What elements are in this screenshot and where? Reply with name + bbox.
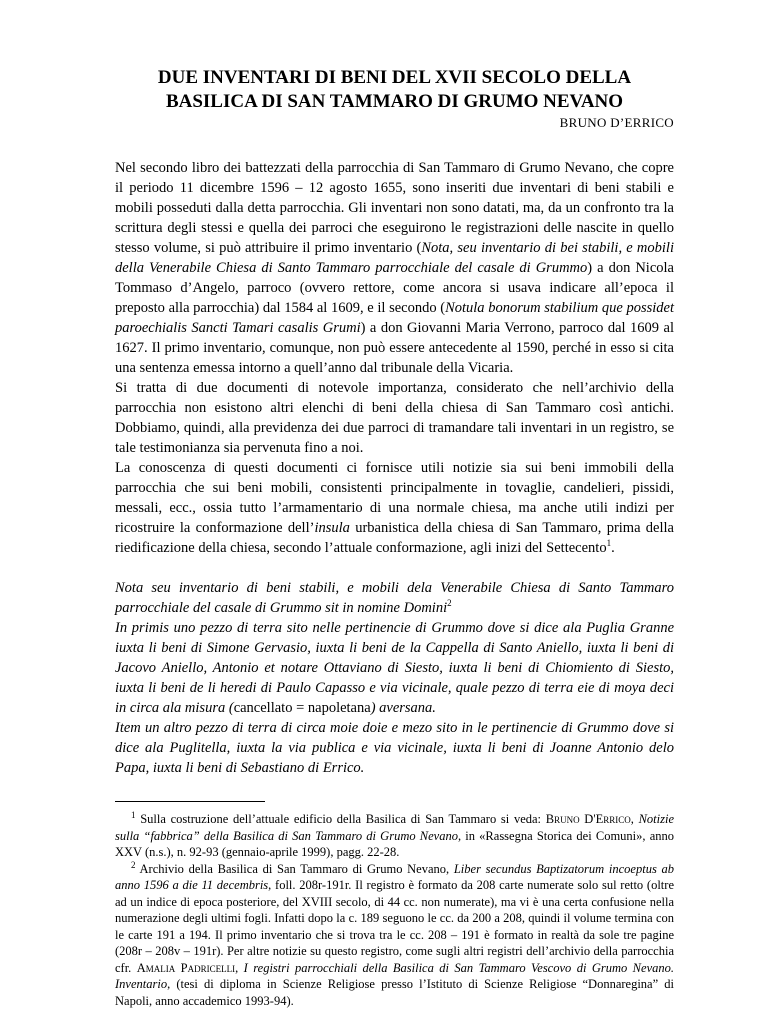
footnote-2-title: Liber secundus Baptizatorum incoeptus ab anno 1596 a die 11 decembris — [115, 862, 674, 893]
paragraph-1-title-a: Nota, seu inventario di bei stabili, e mobili della Venerabile Chiesa di Santo Tammaro parrocchiale del casale di Grummo — [115, 240, 674, 276]
paragraph-3-text-c: . — [611, 540, 615, 556]
paragraph-3-text-b: urbanistica della chiesa di San Tammaro, prima della riedificazione della chiesa, secondo l’attuale conformazione, agli inizi del Settecento — [115, 520, 674, 556]
inventory-item-2: Item un altro pezzo di terra di circa moie doie e mezo sito in le pertinencie di Grummo dove si dice ala Puglitella, iuxta la via publica e via vicinale, iuxta li beni di Joanne Antonio delo Papa, iuxta li beni di Sebastiano di Errico. — [115, 718, 674, 778]
paragraph-3-text-a: La conoscenza di questi documenti ci fornisce utili notizie sia sui beni immobili della parrocchia che sui beni mobili, consistenti principalmente in tovaglie, candelieri, pissidi, messali, ecc., ossia tutto l’armamentario di una normale chiesa, ma anche utili indizi per ricostruire la conformazione dell’ — [115, 460, 674, 536]
document-title — [115, 66, 674, 114]
footnote-1-title: Notizie sulla “fabbrica” della Basilica di San Tammaro di Grumo Nevano — [115, 812, 674, 843]
inventory-item-1-text-a: In primis uno pezzo di terra sito nelle pertinencie di Grummo dove si dice ala Puglia Granne iuxta li beni di Simone Gervasio, iuxta li beni de la Cappella di Santo Aniello, iuxta li beni di Jacovo Aniello, Antonio et notare Ottaviano di Siesto, iuxta li beni di Chiomiento di Siesto, iuxta li beni de li heredi di Paulo Capasso e via vicinale, quale pezzo di terra eie di moya deci in circa ala misura ( — [115, 620, 674, 716]
title-line-2: BASILICA DI SAN TAMMARO DI GRUMO NEVANO — [166, 91, 623, 112]
footnote-2-title-2: I registri parrocchiali della Basilica di San Tammaro Vescovo di Grumo Nevano. Inventario — [115, 961, 674, 992]
paragraph-1 — [115, 158, 674, 378]
paragraph-gap — [115, 558, 674, 578]
inventory-item-1 — [115, 618, 674, 718]
footnote-1-text-c: , in «Rassegna Storica dei Comuni», anno XXV (n.s.), n. 92-93 (gennaio-aprile 1999), pagg. 22-28. — [115, 829, 674, 860]
paragraph-1-title-b: Notula bonorum stabilium que possidet paroechialis Sancti Tamari casalis Grumi — [115, 300, 674, 336]
footnote-2-text-d: , (tesi di diploma in Scienze Religiose presso l’Istituto di Scienze Religiose “Donnaregina” di Napoli, anno accademico 1993-94). — [115, 977, 674, 1008]
inventory-heading-text: Nota seu inventario di beni stabili, e mobili dela Venerabile Chiesa di Santo Tammaro parrocchiale del casale di Grummo sit in nomine Domini — [115, 580, 674, 616]
footnote-2-text-b: , foll. 208r-191r. Il registro è formato da 208 carte numerate solo sul retto (oltre ad un indice di epoca posteriore, del XVIII secolo, di 44 cc. non numerate), ma vi è una certa confusione nella numerazione degli ultimi fogli. Infatti dopo la c. 189 seguono le cc. da 200 a 208, quindi il volume termina con le carte 191 a 194. Il primo inventario che si trova tra le cc. 208 – 191 è formato in realtà da sole tre pagine (208r – 208v – 191r). Per altre notizie su questo registro, come sugli altri registri dell’archivio della parrocchia cfr. — [115, 878, 674, 975]
footnote-separator — [115, 801, 265, 802]
footnote-2-text-a: Archivio della Basilica di San Tammaro di Grumo Nevano, — [136, 862, 454, 876]
paragraph-1-text-b: ) a don Nicola Tommaso d’Angelo, parroco (ovvero rettore, come ancora si usava indicare all’epoca il preposto alla parrocchia) dal 1584 al 1609, e il secondo ( — [115, 260, 674, 316]
footnotes — [115, 811, 674, 1009]
inventory-item-1-text-b: ) aversana. — [371, 700, 436, 716]
title-line-1: DUE INVENTARI DI BENI DEL XVII SECOLO DELLA — [158, 67, 631, 88]
footnote-2 — [115, 861, 674, 1009]
footnote-1 — [115, 811, 674, 861]
paragraph-2: Si tratta di due documenti di notevole importanza, considerato che nell’archivio della parrocchia non esistono altri elenchi di beni della chiesa di San Tammaro così antichi. Dobbiamo, quindi, alla previdenza dei due parroci di tramandare tali inventari in un registro, se tale testimonianza sia pervenuta fino a noi. — [115, 378, 674, 458]
footnote-1-number: 1 — [131, 810, 136, 820]
footnote-2-author: Amalia Padricelli — [137, 961, 235, 975]
footnote-ref-1[interactable]: 1 — [607, 538, 612, 548]
paragraph-3 — [115, 458, 674, 558]
footnote-1-text-a: Sulla costruzione dell’attuale edificio della Basilica di San Tammaro si veda: — [136, 812, 546, 826]
paragraph-1-text-c: ) a don Giovanni Maria Verrono, parroco dal 1609 al 1627. Il primo inventario, comunque, non può essere antecedente al 1590, perché in esso si cita una sentenza emessa intorno a quell’anno dal tribunale della Vicaria. — [115, 320, 674, 376]
footnote-ref-2[interactable]: 2 — [447, 598, 452, 608]
footnote-1-author: Bruno D'Errico — [546, 812, 631, 826]
footnote-2-text-c: , — [235, 961, 244, 975]
paragraph-1-text-a: Nel secondo libro dei battezzati della parrocchia di San Tammaro di Grumo Nevano, che copre il periodo 11 dicembre 1596 – 12 agosto 1655, sono inseriti due inventari di beni stabili e mobili posseduti dalla detta parrocchia. Gli inventari non sono datati, ma, da un confronto tra la scrittura degli stessi e quella dei parroci che eseguirono le registrazioni delle nascite in quello stesso volume, si può attribuire il primo inventario ( — [115, 160, 674, 256]
paragraph-3-insula: insula — [314, 520, 349, 536]
inventory-item-1-note: cancellato = napoletana — [234, 700, 371, 716]
article-body — [115, 158, 674, 778]
footnote-1-text-b: , — [631, 812, 639, 826]
inventory-heading — [115, 578, 674, 618]
footnote-2-number: 2 — [131, 859, 136, 869]
author-name: BRUNO D’ERRICO — [115, 115, 674, 131]
